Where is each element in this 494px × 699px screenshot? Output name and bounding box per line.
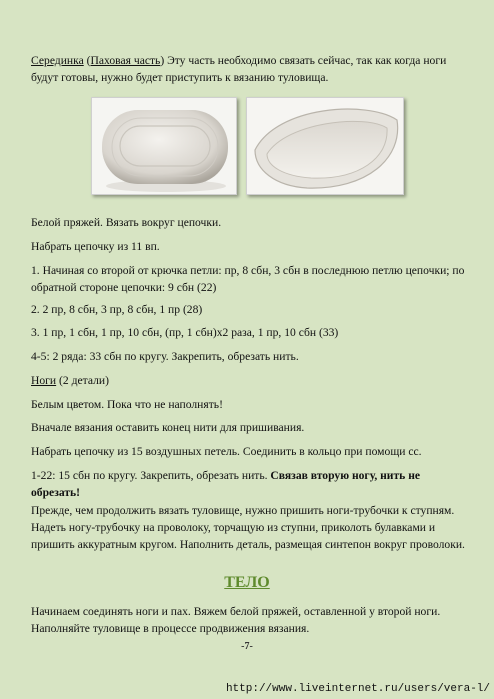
line-white: Белым цветом. Пока что не наполнять! — [31, 398, 223, 411]
intro-term: Серединка — [31, 54, 84, 67]
line-ring: Набрать цепочку из 15 воздушных петель. Соединить в кольцо при помощи сс. — [31, 445, 422, 458]
rounds-text: 1-22: 15 сбн по кругу. Закрепить, обрезать нить. — [31, 469, 271, 482]
line-row2: 2. 2 пр, 8 сбн, 3 пр, 8 сбн, 1 пр (28) — [31, 303, 203, 316]
line-row3: 3. 1 пр, 1 сбн, 1 пр, 10 сбн, (пр, 1 сбн)х2 раза, 1 пр, 10 сбн (33) — [31, 326, 339, 339]
rounds-warning: Связав вторую ногу, нить не обрезать! — [31, 469, 421, 499]
line-yarn: Белой пряжей. Вязать вокруг цепочки. — [31, 216, 222, 229]
line-thread-end: Вначале вязания оставить конец нити для пришивания. — [31, 421, 305, 434]
watermark-url: http://www.liveinternet.ru/users/vera-l/ — [225, 683, 490, 695]
photo-oval-piece — [91, 97, 237, 195]
page-number: -7- — [241, 641, 253, 652]
legs-title: Ноги — [31, 374, 57, 387]
line-rounds — [31, 467, 467, 501]
intro-text: ) Эту часть необходимо связать сейчас, так как когда ноги будут готовы, нужно будет приступить к вязанию туловища. — [31, 54, 447, 84]
photo-cup-piece — [246, 97, 404, 195]
line-chain: Набрать цепочку из 11 вп. — [31, 240, 160, 253]
line-body: Начинаем соединять ноги и пах. Вяжем белой пряжей, оставленной у второй ноги. Наполняйте туловище в процессе продвижения вязания. — [31, 605, 441, 635]
intro-paragraph — [31, 52, 467, 86]
intro-term-alt: Паховая часть — [90, 54, 161, 67]
legs-count: (2 детали) — [56, 374, 109, 387]
line-row4-5: 4-5: 2 ряда: 33 сбн по кругу. Закрепить, обрезать нить. — [31, 350, 299, 363]
line-row1: 1. Начиная со второй от крючка петли: пр, 8 сбн, 3 сбн в последнюю петлю цепочки; по обратной стороне цепочки: 9 сбн (22) — [31, 264, 465, 294]
intro-paren: ( — [83, 54, 91, 67]
section-heading: ТЕЛО — [224, 574, 270, 591]
line-attach: Прежде, чем продолжить вязать туловище, нужно пришить ноги-трубочки к ступням. Надеть ногу-трубочку на проволоку, торчащую из ступни, приколоть булавками и пришить аккуратным кругом. Наполнить деталь, размещая синтепон вокруг проволоки. — [31, 504, 465, 551]
legs-title-line — [31, 372, 467, 389]
